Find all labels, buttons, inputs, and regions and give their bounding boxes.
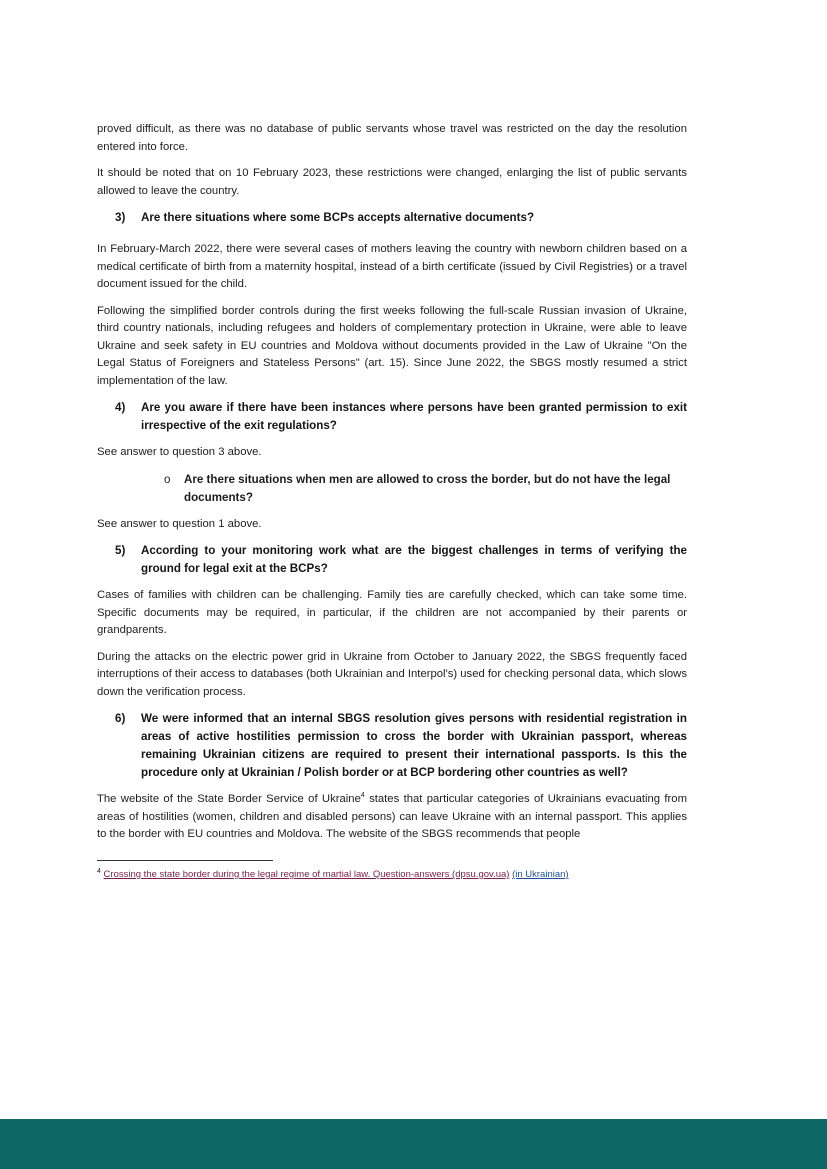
paragraph-text: states that particular categories of Ukrainians evacuating from areas of hostilities (women, children and disabled persons) can leave Ukraine with an internal passport. This applies to the border with EU countries and Moldova. The website of the SBGS recommends that people — [97, 793, 688, 840]
sub-question — [97, 471, 687, 507]
document-body — [97, 121, 687, 853]
sub-question-text: Are there situations when men are allowed to cross the border, but do not have the legal documents? — [184, 472, 671, 504]
footnote-number: 4 — [97, 867, 101, 875]
question-text: According to your monitoring work what are the biggest challenges in terms of verifying the ground for legal exit at the BCPs? — [141, 544, 687, 575]
question-number: 3) — [115, 211, 126, 224]
paragraph: It should be noted that on 10 February 2023, these restrictions were changed, enlarging the list of public servants allowed to leave the country. — [97, 167, 687, 197]
footnote-separator — [97, 860, 273, 861]
paragraph-text: The website of the State Border Service of Ukraine — [97, 793, 361, 805]
question-number: 5) — [115, 544, 126, 557]
question-text: We were informed that an internal SBGS resolution gives persons with residential registration in areas of active hostilities permission to cross the border with Ukrainian passport, whereas remaining Ukrainian citizens are required to present their international passports. Is this the procedure only at Ukrainian / Polish border or at BCP bordering other countries as well? — [141, 712, 687, 779]
footnote-language-link[interactable]: (in Ukrainian) — [512, 869, 569, 880]
question-3 — [97, 209, 687, 227]
paragraph: Following the simplified border controls during the first weeks following the full-scale Russian invasion of Ukraine, third country nationals, including refugees and holders of complementary protection in Ukraine, were able to leave Ukraine and seek safety in EU countries and Moldova without documents provided in the Law of Ukraine "On the Legal Status of Foreigners and Stateless Persons" (art. 15). Since June 2022, the SBGS mostly resumed a strict implementation of the law. — [97, 304, 687, 387]
footnote-link[interactable]: Crossing the state border during the legal regime of martial law. Question-answers (dpsu.gov.ua) — [103, 869, 510, 880]
question-4 — [97, 399, 687, 435]
question-5 — [97, 542, 687, 578]
paragraph: Cases of families with children can be challenging. Family ties are carefully checked, which can take some time. Specific documents may be required, in particular, if the children are not accompanied by their parents or grandparents. — [97, 589, 687, 636]
paragraph: During the attacks on the electric power grid in Ukraine from October to January 2022, the SBGS frequently faced interruptions of their access to databases (both Ukrainian and Interpol's) used for checking personal data, which slows down the verification process. — [97, 650, 687, 698]
question-text: Are you aware if there have been instances where persons have been granted permission to exit irrespective of the exit regulations? — [141, 401, 687, 432]
footnote-reference[interactable]: 4 — [360, 792, 365, 800]
footnote — [97, 868, 569, 881]
paragraph — [97, 791, 687, 844]
question-6 — [97, 710, 687, 782]
question-number: 4) — [115, 401, 126, 414]
circle-bullet-icon: o — [164, 472, 171, 486]
footer-bar — [0, 1119, 827, 1169]
answer-text: See answer to question 1 above. — [97, 517, 262, 530]
paragraph: proved difficult, as there was no database of public servants whose travel was restricted on the day the resolution entered into force. — [97, 123, 687, 153]
answer-text: See answer to question 3 above. — [97, 446, 262, 458]
question-number: 6) — [115, 712, 126, 725]
paragraph: In February-March 2022, there were several cases of mothers leaving the country with newborn children based on a medical certificate of birth from a maternity hospital, instead of a birth certificate (issued by Civil Registries) or a travel document issued for the child. — [97, 243, 687, 290]
question-text: Are there situations where some BCPs accepts alternative documents? — [141, 211, 535, 224]
